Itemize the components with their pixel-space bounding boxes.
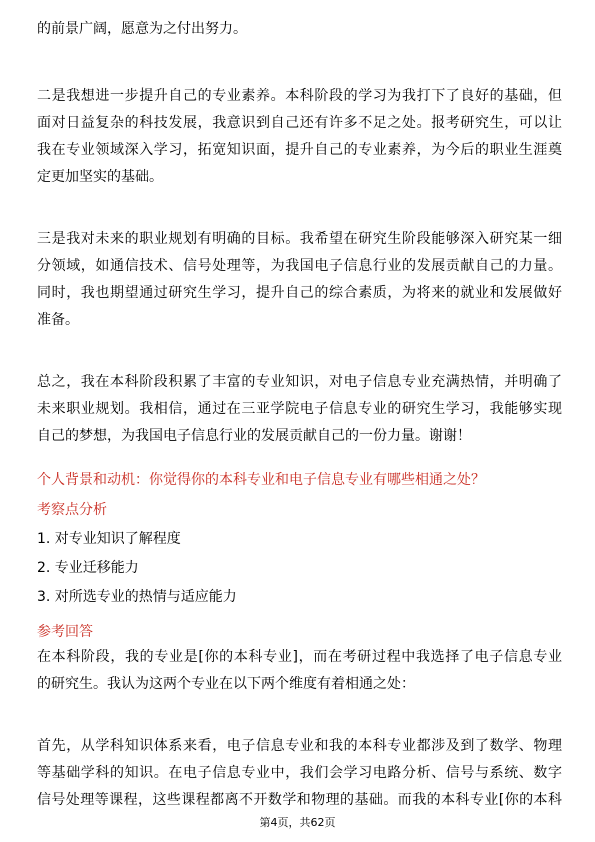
paragraph-two-line: 面对日益复杂的科技发展，我意识到自己还有许多不足之处。报考研究生，可以让 — [37, 115, 562, 131]
paragraph-three-line: 准备。 — [37, 312, 79, 328]
paragraph-intro-line: 的前景广阔，愿意为之付出努力。 — [37, 21, 247, 37]
answer-first-line: 等基础学科的知识。在电子信息专业中，我们会学习电路分析、信号与系统、数字 — [37, 765, 562, 781]
answer-heading: 参考回答 — [37, 624, 93, 640]
paragraph-conclusion-line: 未来职业规划。我相信，通过在三亚学院电子信息专业的研究生学习，我能够实现 — [37, 401, 562, 417]
page-footer: 第4页，共62页 — [259, 816, 336, 829]
analysis-point: 2. 专业迁移能力 — [37, 560, 139, 576]
analysis-point: 1. 对专业知识了解程度 — [37, 531, 181, 547]
paragraph-three-line: 分领域，如通信技术、信号处理等，为我国电子信息行业的发展贡献自己的力量。 — [37, 258, 562, 274]
paragraph-two-line: 定更加坚实的基础。 — [37, 169, 163, 185]
paragraph-three-line: 同时，我也期望通过研究生学习，提升自己的综合素质，为将来的就业和发展做好 — [37, 285, 562, 301]
paragraph-three-line: 三是我对未来的职业规划有明确的目标。我希望在研究生阶段能够深入研究某一细 — [37, 231, 562, 247]
answer-first-line: 信号处理等课程，这些课程都离不开数学和物理的基础。而我的本科专业[你的本科 — [37, 792, 562, 808]
answer-intro-line: 在本科阶段，我的专业是[你的本科专业]，而在考研过程中我选择了电子信息专业 — [37, 649, 562, 665]
answer-intro-line: 的研究生。我认为这两个专业在以下两个维度有着相通之处： — [37, 676, 415, 692]
paragraph-conclusion-line: 自己的梦想，为我国电子信息行业的发展贡献自己的一份力量。谢谢！ — [37, 428, 471, 444]
answer-first-line: 首先，从学科知识体系来看，电子信息专业和我的本科专业都涉及到了数学、物理 — [37, 738, 562, 754]
paragraph-two-line: 我在专业领域深入学习，拓宽知识面，提升自己的专业素养，为今后的职业生涯奠 — [37, 142, 562, 158]
question-title: 个人背景和动机：你觉得你的本科专业和电子信息专业有哪些相通之处？ — [37, 472, 485, 488]
analysis-heading: 考察点分析 — [37, 502, 107, 518]
paragraph-conclusion-line: 总之，我在本科阶段积累了丰富的专业知识，对电子信息专业充满热情，并明确了 — [37, 374, 562, 390]
analysis-point: 3. 对所选专业的热情与适应能力 — [37, 589, 237, 605]
paragraph-two-line: 二是我想进一步提升自己的专业素养。本科阶段的学习为我打下了良好的基础，但 — [37, 88, 562, 104]
